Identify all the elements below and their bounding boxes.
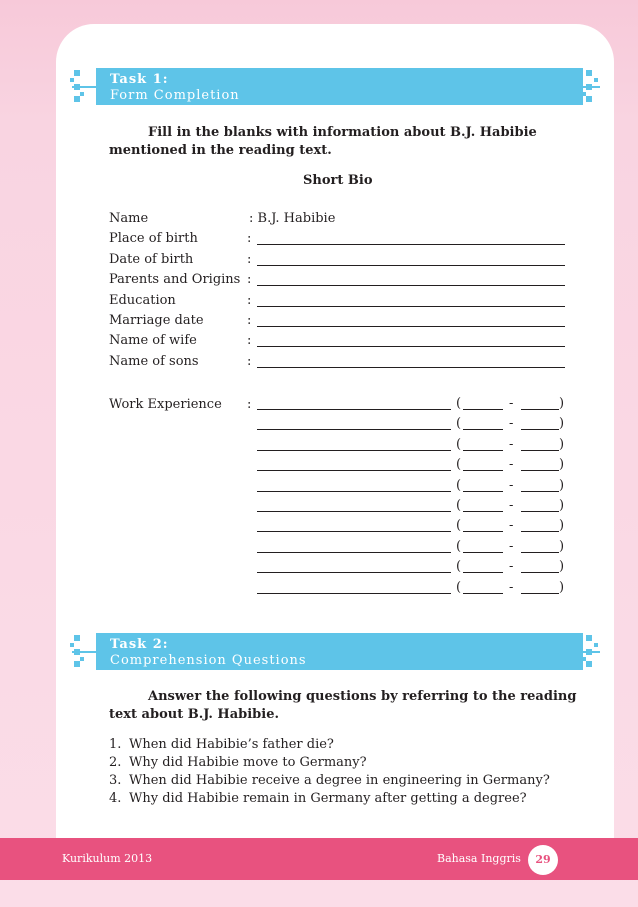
- bio-field-blank[interactable]: [257, 231, 565, 245]
- work-experience-row: [109, 559, 569, 577]
- work-experience-row: [109, 437, 569, 455]
- bio-field-row: [109, 231, 569, 249]
- work-position-blank[interactable]: [257, 559, 451, 573]
- open-paren: (: [456, 539, 462, 554]
- bio-field-blank[interactable]: [257, 293, 565, 307]
- year-dash: -: [509, 539, 514, 554]
- question-item: 1. When did Habibie’s father die?: [109, 737, 334, 752]
- open-paren: (: [456, 478, 462, 493]
- work-end-year-blank[interactable]: [521, 518, 559, 532]
- bio-field-blank[interactable]: [257, 252, 565, 266]
- task1-instruction-line2: mentioned in the reading text.: [109, 143, 332, 158]
- work-experience-colon: :: [247, 397, 252, 412]
- year-dash: -: [509, 518, 514, 533]
- bio-field-colon: :: [247, 354, 252, 369]
- year-dash: -: [509, 498, 514, 513]
- footer-curriculum: Kurikulum 2013: [62, 852, 153, 865]
- work-end-year-blank[interactable]: [521, 498, 559, 512]
- close-paren: ): [559, 416, 565, 431]
- bio-field-colon: :: [247, 272, 252, 287]
- task2-header: [96, 633, 583, 670]
- open-paren: (: [456, 437, 462, 452]
- work-end-year-blank[interactable]: [521, 457, 559, 471]
- short-bio-heading: Short Bio: [303, 173, 373, 188]
- work-experience-row: [109, 498, 569, 516]
- work-experience-row: [109, 416, 569, 434]
- work-position-blank[interactable]: [257, 437, 451, 451]
- close-paren: ): [559, 580, 565, 595]
- bio-field-blank[interactable]: [257, 313, 565, 327]
- work-end-year-blank[interactable]: [521, 539, 559, 553]
- question-text: When did Habibie receive a degree in engineering in Germany?: [129, 773, 550, 788]
- footer-subject: Bahasa Inggris: [437, 852, 521, 865]
- question-item: 2. Why did Habibie move to Germany?: [109, 755, 367, 770]
- question-item: 3. When did Habibie receive a degree in engineering in Germany?: [109, 773, 550, 788]
- work-experience-label: Work Experience: [109, 397, 222, 412]
- work-start-year-blank[interactable]: [463, 498, 503, 512]
- work-experience-row: [109, 580, 569, 598]
- open-paren: (: [456, 416, 462, 431]
- open-paren: (: [456, 580, 462, 595]
- bio-field-row: [109, 272, 569, 290]
- bio-field-label: Education: [109, 293, 176, 308]
- bio-field-label: Place of birth: [109, 231, 198, 246]
- work-position-blank[interactable]: [257, 416, 451, 430]
- work-position-blank[interactable]: [257, 498, 451, 512]
- bio-field-row: [109, 333, 569, 351]
- work-position-blank[interactable]: [257, 396, 451, 410]
- work-start-year-blank[interactable]: [463, 396, 503, 410]
- work-end-year-blank[interactable]: [521, 559, 559, 573]
- work-start-year-blank[interactable]: [463, 559, 503, 573]
- close-paren: ): [559, 437, 565, 452]
- bio-field-row: [109, 211, 569, 229]
- bio-field-colon: :: [247, 313, 252, 328]
- task1-title: Task 1:: [110, 72, 169, 87]
- bio-field-colon: :: [247, 333, 252, 348]
- year-dash: -: [509, 396, 514, 411]
- task1-instruction-line1: Fill in the blanks with information about B.J. Habibie: [148, 125, 537, 140]
- bio-field-label: Parents and Origins: [109, 272, 241, 287]
- bio-field-colon: :: [247, 293, 252, 308]
- year-dash: -: [509, 457, 514, 472]
- bio-field-value: : B.J. Habibie: [249, 211, 336, 226]
- work-position-blank[interactable]: [257, 457, 451, 471]
- task2-subtitle: Comprehension Questions: [110, 653, 307, 668]
- question-item: 4. Why did Habibie remain in Germany after getting a degree?: [109, 791, 527, 806]
- bio-field-blank[interactable]: [257, 333, 565, 347]
- year-dash: -: [509, 580, 514, 595]
- open-paren: (: [456, 498, 462, 513]
- work-position-blank[interactable]: [257, 478, 451, 492]
- work-end-year-blank[interactable]: [521, 437, 559, 451]
- close-paren: ): [559, 539, 565, 554]
- bio-field-label: Name: [109, 211, 149, 226]
- bio-field-colon: :: [247, 252, 252, 267]
- close-paren: ): [559, 478, 565, 493]
- bio-field-label: Marriage date: [109, 313, 204, 328]
- year-dash: -: [509, 478, 514, 493]
- bio-field-row: [109, 293, 569, 311]
- bio-field-row: [109, 354, 569, 372]
- open-paren: (: [456, 457, 462, 472]
- open-paren: (: [456, 396, 462, 411]
- work-experience-row: [109, 518, 569, 536]
- question-text: Why did Habibie move to Germany?: [129, 755, 367, 770]
- work-start-year-blank[interactable]: [463, 437, 503, 451]
- bio-field-label: Name of sons: [109, 354, 199, 369]
- open-paren: (: [456, 559, 462, 574]
- year-dash: -: [509, 437, 514, 452]
- work-experience-row: [109, 396, 569, 414]
- question-text: Why did Habibie remain in Germany after getting a degree?: [129, 791, 527, 806]
- work-experience-row: [109, 478, 569, 496]
- bio-field-label: Name of wife: [109, 333, 197, 348]
- bio-field-label: Date of birth: [109, 252, 194, 267]
- work-position-blank[interactable]: [257, 518, 451, 532]
- work-end-year-blank[interactable]: [521, 396, 559, 410]
- bio-field-blank[interactable]: [257, 354, 565, 368]
- work-start-year-blank[interactable]: [463, 457, 503, 471]
- work-end-year-blank[interactable]: [521, 416, 559, 430]
- task2-instruction-line2: text about B.J. Habibie.: [109, 707, 279, 722]
- work-position-blank[interactable]: [257, 539, 451, 553]
- year-dash: -: [509, 416, 514, 431]
- open-paren: (: [456, 518, 462, 533]
- question-list: [109, 736, 550, 808]
- work-end-year-blank[interactable]: [521, 580, 559, 594]
- work-start-year-blank[interactable]: [463, 539, 503, 553]
- page-number: 29: [528, 845, 558, 875]
- task2-instruction-line1: Answer the following questions by referring to the reading: [148, 689, 577, 704]
- task1-header: [96, 68, 583, 105]
- bio-field-colon: :: [247, 231, 252, 246]
- work-position-blank[interactable]: [257, 580, 451, 594]
- close-paren: ): [559, 457, 565, 472]
- work-start-year-blank[interactable]: [463, 416, 503, 430]
- bio-field-row: [109, 313, 569, 331]
- work-start-year-blank[interactable]: [463, 518, 503, 532]
- work-start-year-blank[interactable]: [463, 580, 503, 594]
- work-end-year-blank[interactable]: [521, 478, 559, 492]
- work-start-year-blank[interactable]: [463, 478, 503, 492]
- task1-subtitle: Form Completion: [110, 88, 240, 103]
- close-paren: ): [559, 518, 565, 533]
- close-paren: ): [559, 498, 565, 513]
- year-dash: -: [509, 559, 514, 574]
- work-experience-row: [109, 539, 569, 557]
- question-text: When did Habibie’s father die?: [129, 737, 334, 752]
- bio-field-blank[interactable]: [257, 272, 565, 286]
- task2-title: Task 2:: [110, 637, 169, 652]
- close-paren: ): [559, 396, 565, 411]
- work-experience-row: [109, 457, 569, 475]
- close-paren: ): [559, 559, 565, 574]
- bio-field-row: [109, 252, 569, 270]
